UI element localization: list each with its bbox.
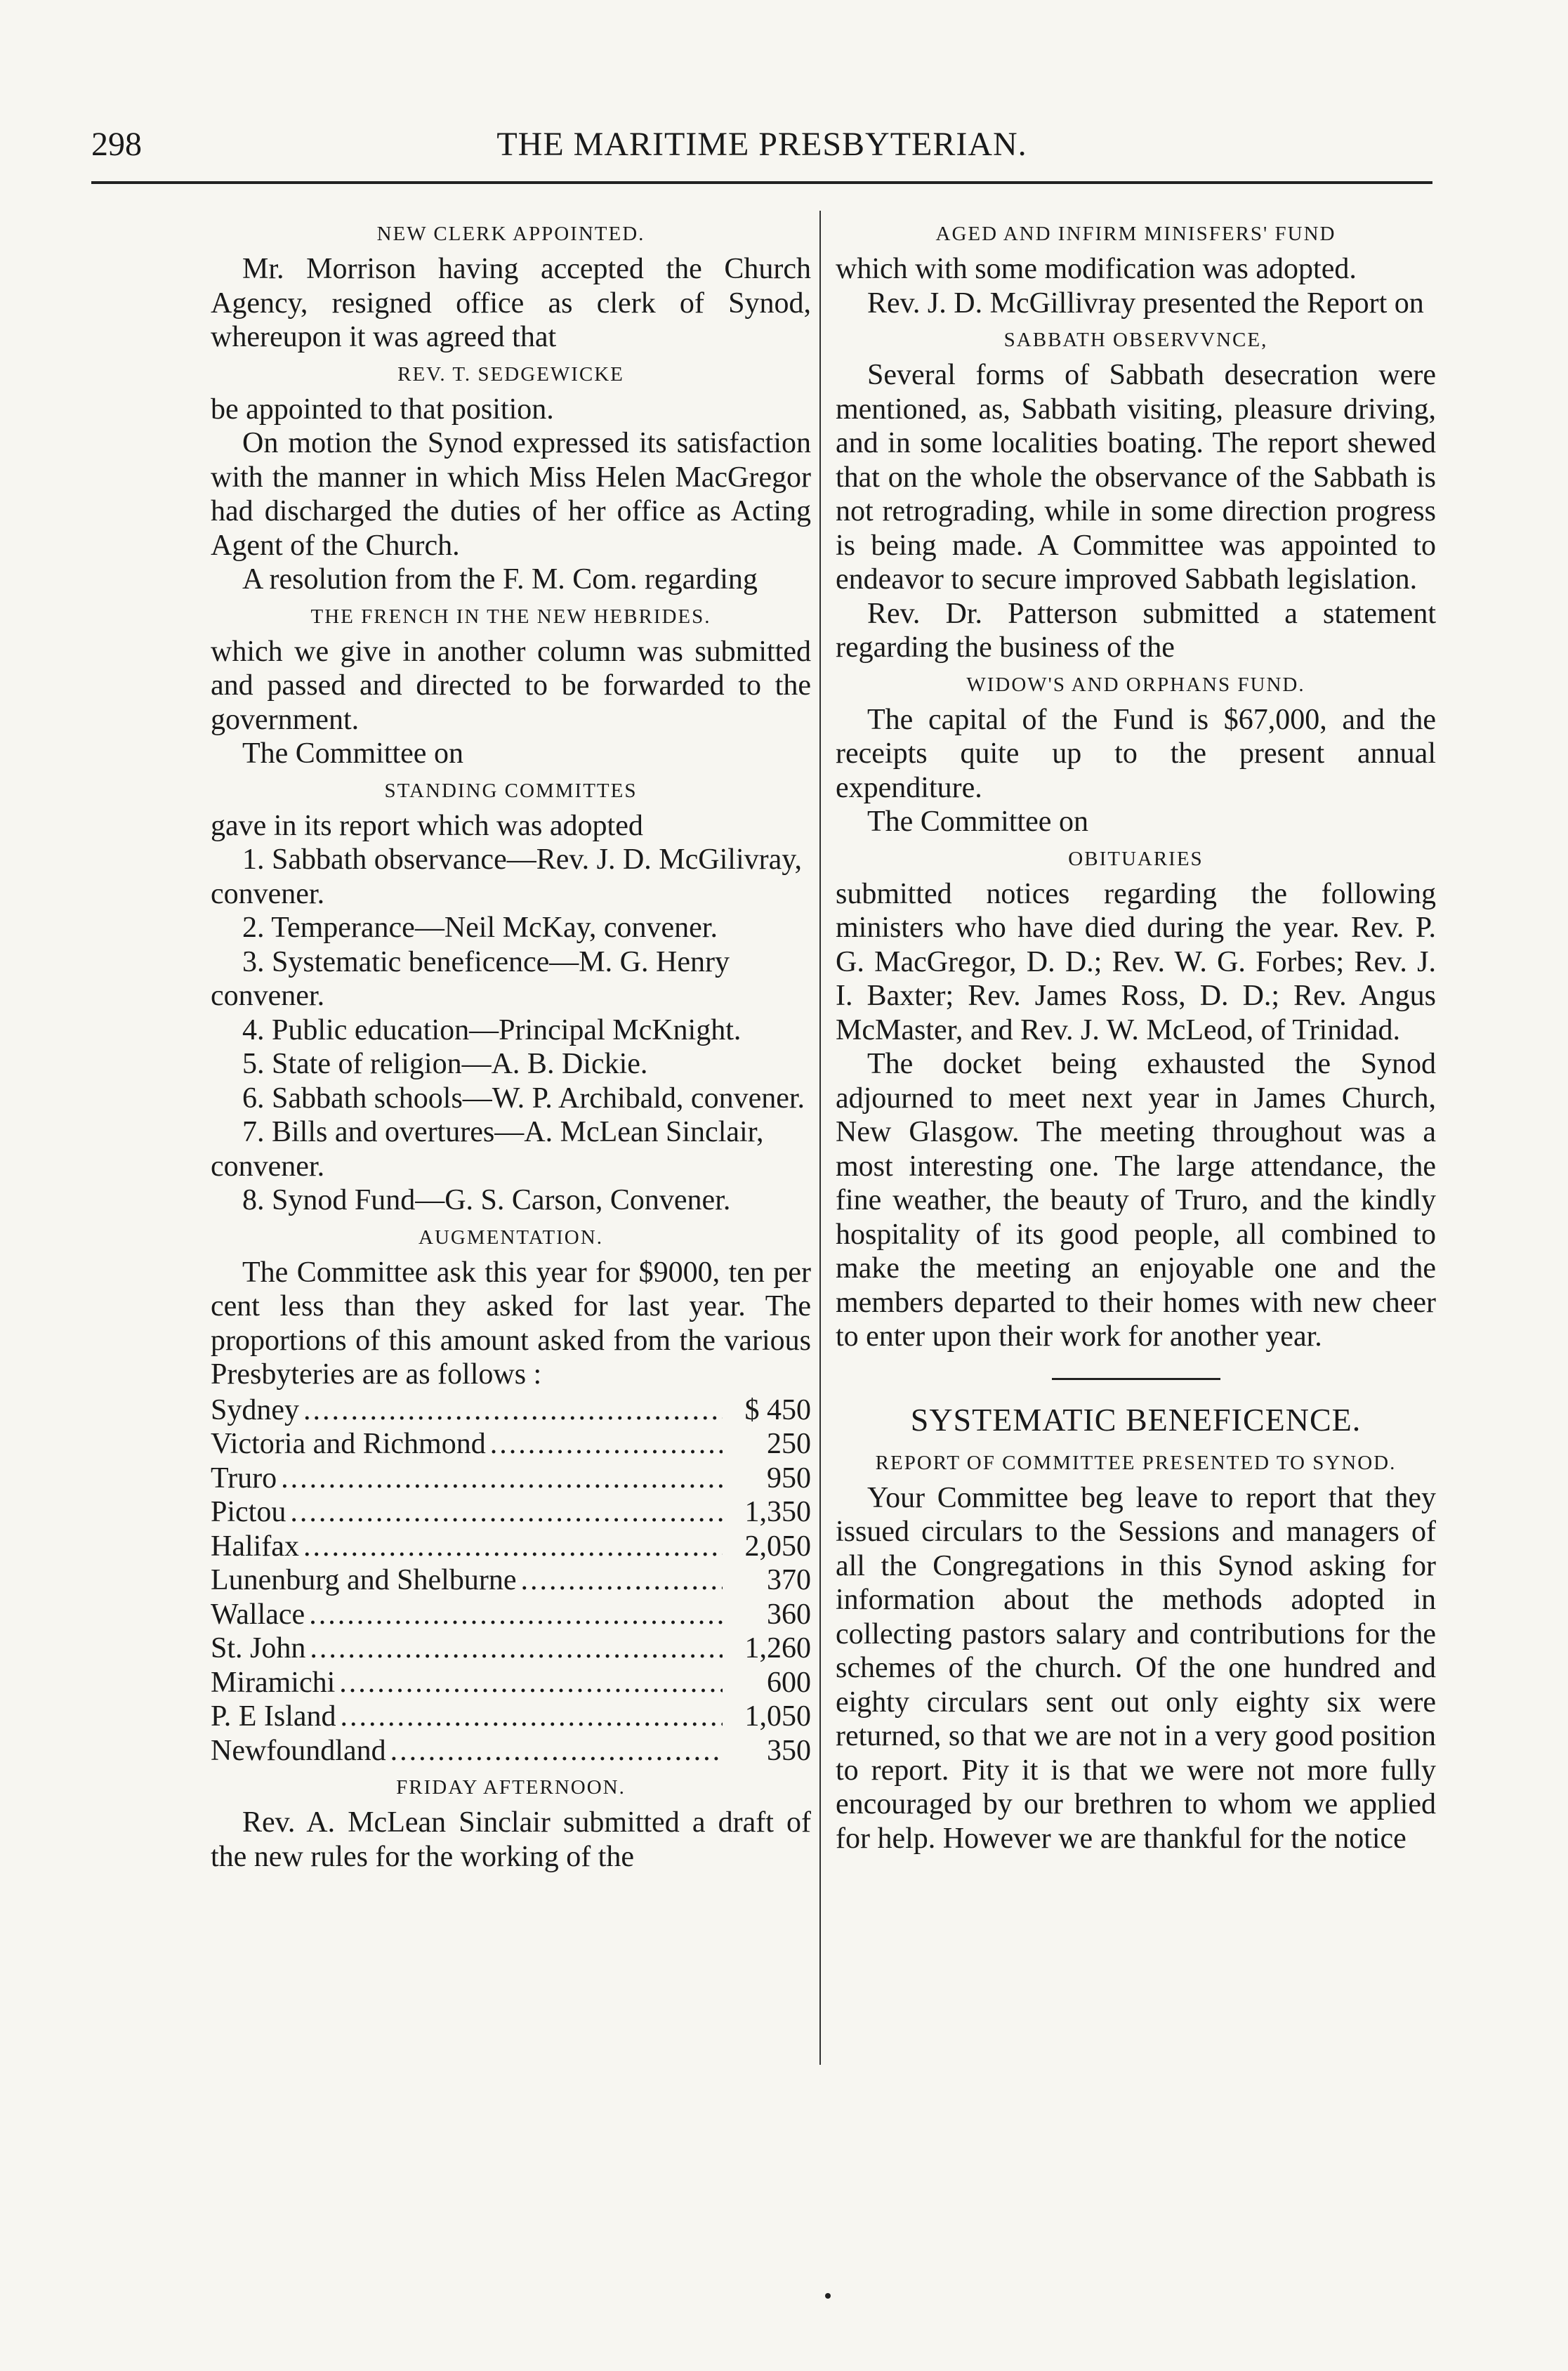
presbytery-name: Wallace: [211, 1598, 305, 1631]
table-row: [211, 1427, 811, 1462]
leader-dots: [390, 1734, 723, 1768]
presbytery-name: Truro: [211, 1462, 277, 1495]
heading-french: THE FRENCH IN THE NEW HEBRIDES.: [310, 605, 711, 628]
paragraph: The capital of the Fund is $67,000, and the receipts quite up to the present annual expenditure.: [836, 703, 1436, 804]
heading-systematic-beneficence: SYSTEMATIC BENEFICENCE.: [910, 1401, 1362, 1438]
running-title: THE MARITIME PRESBYTERIAN.: [496, 126, 1027, 163]
paragraph: which we give in another column was submitted and passed and directed to be forwarded to the government.: [211, 635, 811, 736]
presbytery-amount: 350: [767, 1734, 811, 1767]
heading-aged-infirm-fund: AGED AND INFIRM MINISFERS' FUND: [935, 223, 1336, 245]
leader-dots: [520, 1563, 723, 1598]
heading-friday-afternoon: FRIDAY AFTERNOON.: [396, 1776, 626, 1799]
paragraph: which with some modification was adopted.: [836, 253, 1357, 285]
leader-dots: [303, 1530, 723, 1564]
paragraph: Mr. Morrison having accepted the Church Agency, resigned office as clerk of Synod, whereupon it was agreed that: [211, 253, 811, 353]
presbytery-name: Sydney: [211, 1393, 299, 1426]
table-row: [211, 1495, 811, 1530]
presbytery-name: Pictou: [211, 1496, 286, 1528]
list-item: 4. Public education—Principal McKnight.: [242, 1013, 742, 1046]
heading-committee-report: REPORT OF COMMITTEE PRESENTED TO SYNOD.: [875, 1451, 1397, 1474]
list-item: 5. State of religion—A. B. Dickie.: [242, 1048, 648, 1080]
presbytery-amount: 370: [767, 1564, 811, 1596]
presbytery-amount: 600: [767, 1666, 811, 1699]
table-row: [211, 1700, 811, 1734]
table-row: [211, 1393, 811, 1428]
list-item: 6. Sabbath schools—W. P. Archibald, convener.: [242, 1082, 805, 1115]
leader-dots: [303, 1393, 723, 1428]
leader-dots: [339, 1666, 723, 1700]
list-item: 2. Temperance—Neil McKay, convener.: [242, 912, 718, 944]
heading-sedgewicke: REV. T. SEDGEWICKE: [397, 362, 624, 386]
printed-dot: [825, 2293, 831, 2299]
paragraph: The Committee ask this year for $9000, ten per cent less than they asked for last year. The proportions of this amount asked from the various Presbyteries are as follows :: [211, 1256, 811, 1391]
heading-standing-committees: STANDING COMMITTES: [384, 779, 638, 802]
paragraph: Rev. A. McLean Sinclair submitted a draft of the new rules for the working of the: [211, 1806, 811, 1873]
presbytery-name: Miramichi: [211, 1666, 336, 1699]
table-row: [211, 1631, 811, 1666]
presbytery-name: P. E Island: [211, 1700, 336, 1733]
table-row: [211, 1734, 811, 1768]
right-column: [836, 214, 1436, 1856]
leader-dots: [310, 1631, 723, 1666]
page-number: 298: [91, 126, 142, 163]
presbytery-name: Halifax: [211, 1530, 299, 1563]
table-row: [211, 1462, 811, 1496]
committee-list: [211, 843, 811, 1218]
paragraph: On motion the Synod expressed its satisfaction with the manner in which Miss Helen MacGregor had discharged the duties of her office as Acting Agent of the Church.: [211, 427, 811, 562]
paragraph: Several forms of Sabbath desecration were mentioned, as, Sabbath visiting, pleasure driving, and in some localities boating. The report shewed that on the whole the observance of the Sabbath is not retrograding, while in some direction progress is being made. A Committee was appointed to endeavor to secure improved Sabbath legislation.: [836, 359, 1436, 596]
list-item: 7. Bills and overtures—A. McLean Sinclair, convener.: [211, 1116, 764, 1183]
column-divider: [819, 211, 821, 2065]
presbytery-amount: 1,050: [744, 1700, 811, 1733]
list-item: 1. Sabbath observance—Rev. J. D. McGilivray, convener.: [211, 843, 803, 910]
presbytery-name: Victoria and Richmond: [211, 1428, 486, 1460]
presbytery-amount: 2,050: [744, 1530, 811, 1563]
list-item: 8. Synod Fund—G. S. Carson, Convener.: [242, 1184, 731, 1216]
heading-widows-orphans-fund: WIDOW'S AND ORPHANS FUND.: [966, 673, 1305, 696]
presbytery-name: Newfoundland: [211, 1734, 386, 1767]
presbytery-name: St. John: [211, 1632, 306, 1664]
table-row: [211, 1598, 811, 1632]
presbytery-table: [211, 1393, 811, 1768]
paragraph: gave in its report which was adopted: [211, 809, 643, 842]
leader-dots: [341, 1700, 723, 1734]
presbytery-amount: 1,260: [744, 1632, 811, 1664]
list-item: 3. Systematic beneficence—M. G. Henry convener.: [211, 945, 730, 1012]
paragraph: The Committee on: [867, 806, 1088, 838]
presbytery-amount: $ 450: [744, 1393, 811, 1426]
header-rule: [91, 181, 1432, 184]
table-row: [211, 1563, 811, 1598]
presbytery-amount: 950: [767, 1462, 811, 1495]
paragraph: be appointed to that position.: [211, 393, 554, 426]
leader-dots: [281, 1462, 723, 1496]
table-row: [211, 1530, 811, 1564]
paragraph: Your Committee beg leave to report that they issued circulars to the Sessions and managers of all the Congregations in this Synod asking for information about the methods adopted in collecting pastors salary and contributions for the schemes of the church. Of the one hundred and eighty circulars sent out only eighty six were returned, so that we are not in a very good position to report. Pity it is that we were not more fully encouraged by our brethren to whom we applied for help. However we are thankful for the notice: [836, 1481, 1436, 1855]
paragraph: A resolution from the F. M. Com. regarding: [242, 563, 758, 596]
presbytery-name: Lunenburg and Shelburne: [211, 1564, 517, 1596]
leader-dots: [490, 1427, 723, 1462]
presbytery-amount: 360: [767, 1598, 811, 1631]
heading-obituaries: OBITUARIES: [1068, 847, 1204, 870]
paragraph: The Committee on: [242, 737, 463, 770]
paragraph: Rev. Dr. Patterson submitted a statement regarding the business of the: [836, 597, 1436, 664]
heading-new-clerk: NEW CLERK APPOINTED.: [376, 223, 645, 245]
section-divider: [1052, 1378, 1220, 1380]
paragraph: The docket being exhausted the Synod adjourned to meet next year in James Church, New Glasgow. The meeting throughout was a most interesting one. The large attendance, the fine weather, the beauty of Truro, and the kindly hospitality of its good people, all combined to make the meeting an enjoyable one and the members departed to their homes with new cheer to enter upon their work for another year.: [836, 1048, 1436, 1353]
left-column: [211, 214, 811, 1874]
presbytery-amount: 250: [767, 1428, 811, 1460]
presbytery-amount: 1,350: [744, 1496, 811, 1528]
running-header: [91, 125, 1432, 174]
table-row: [211, 1666, 811, 1700]
leader-dots: [290, 1495, 723, 1530]
heading-sabbath-observance: SABBATH OBSERVVNCE,: [1003, 329, 1268, 351]
heading-augmentation: AUGMENTATION.: [419, 1226, 603, 1249]
leader-dots: [309, 1598, 723, 1632]
paragraph: Rev. J. D. McGillivray presented the Report on: [867, 287, 1424, 320]
paragraph: submitted notices regarding the following ministers who have died during the year. Rev. P. G. MacGregor, D. D.; Rev. W. G. Forbes; Rev. J. I. Baxter; Rev. James Ross, D. D.; Rev. Angus McMaster, and Rev. J. W. McLeod, of Trinidad.: [836, 877, 1436, 1046]
